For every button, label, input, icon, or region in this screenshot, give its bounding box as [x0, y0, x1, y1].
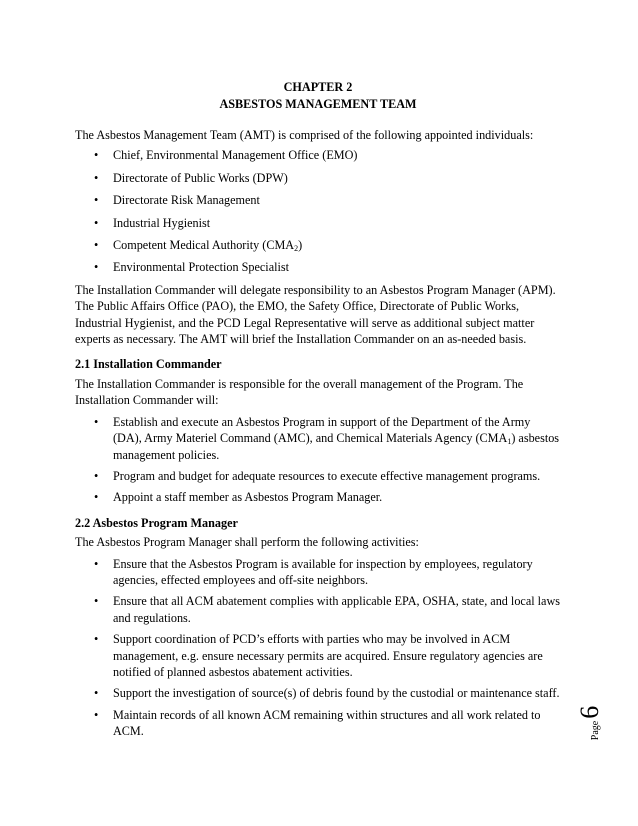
bullet: •	[94, 193, 99, 208]
bullet: •	[94, 260, 99, 275]
chapter-number: CHAPTER 2	[283, 80, 353, 94]
list-item-text: Competent Medical Authority (CMA	[113, 238, 295, 253]
team-member-list	[75, 147, 561, 275]
list-item-text: Ensure that all ACM abatement complies with applicable EPA, OSHA, state, and local laws and regulations.	[113, 594, 561, 625]
list-item	[75, 685, 561, 701]
delegate-paragraph: The Installation Commander will delegate responsibility to an Asbestos Program Manager (APM). The Public Affairs Office (PAO), the EMO, the Safety Office, Directorate of Public Works, Industrial Hygienist, and the PCD Legal Representative will serve as additional subject matter experts as necessary. The AMT will brief the Installation Commander on an as-needed basis.	[75, 282, 556, 347]
list-item-text: Support the investigation of source(s) of debris found by the custodial or maintenance staff.	[113, 686, 560, 701]
bullet: •	[94, 594, 99, 609]
list-item-text: ) asbestos management policies.	[113, 431, 560, 462]
list-item	[75, 192, 561, 208]
list-item	[75, 556, 561, 589]
list-item-text: Directorate of Public Works (DPW)	[113, 170, 288, 185]
subscript: 1	[507, 437, 512, 447]
list-item-text: Appoint a staff member as Asbestos Program Manager.	[113, 490, 383, 505]
bullet: •	[94, 632, 99, 647]
list-item-text: Industrial Hygienist	[113, 215, 211, 230]
intro-paragraph: The Asbestos Management Team (AMT) is comprised of the following appointed individuals:	[75, 128, 534, 142]
bullet: •	[94, 170, 99, 185]
bullet: •	[94, 707, 99, 722]
page-label: Page	[590, 720, 601, 741]
page-number-footer	[577, 701, 638, 745]
list-item-text: Establish and execute an Asbestos Program in support of the Department of the Army (DA), Army Materiel Command (AMC), and Chemical Materials Agency (CMA	[113, 414, 531, 446]
list-item-text: Directorate Risk Management	[113, 193, 260, 208]
chapter-title: ASBESTOS MANAGEMENT TEAM	[219, 97, 417, 111]
page-number: 6	[575, 705, 604, 719]
list-item	[75, 489, 561, 505]
list-item	[75, 707, 561, 740]
bullet: •	[94, 556, 99, 571]
list-item	[75, 170, 561, 186]
bullet: •	[94, 468, 99, 483]
bullet: •	[94, 238, 99, 253]
list-item	[75, 259, 561, 275]
list-item-text: Ensure that the Asbestos Program is available for inspection by employees, regulatory agencies, effected employees and off-site neighbors.	[113, 556, 533, 587]
list-item-text: Environmental Protection Specialist	[113, 260, 290, 275]
list-item	[75, 468, 561, 484]
bullet: •	[94, 414, 99, 429]
document-page	[75, 79, 561, 745]
list-item	[75, 215, 561, 231]
section-2-2-intro: The Asbestos Program Manager shall perform the following activities:	[75, 535, 419, 550]
bullet: •	[94, 490, 99, 505]
subscript: 2	[294, 244, 299, 254]
list-item-text: Support coordination of PCD’s efforts with parties who may be involved in ACM management, e.g. ensure necessary permits are acquired. Ensure regulatory agencies are notified of planned asbestos abatement activities.	[113, 632, 543, 679]
commander-duties-list	[75, 414, 561, 506]
section-2-1-intro: The Installation Commander is responsible for the overall management of the Program. The Installation Commander will:	[75, 376, 524, 408]
list-item	[75, 147, 561, 163]
list-item	[75, 593, 561, 626]
list-item-text: Program and budget for adequate resources to execute effective management programs.	[113, 468, 541, 483]
list-item-text: Chief, Environmental Management Office (EMO)	[113, 148, 358, 163]
section-heading-2-2: 2.2 Asbestos Program Manager	[75, 515, 238, 530]
bullet: •	[94, 148, 99, 163]
list-item	[75, 631, 561, 680]
list-item	[75, 237, 561, 253]
bullet: •	[94, 215, 99, 230]
list-item-text: )	[298, 238, 303, 253]
list-item-text: Maintain records of all known ACM remaining within structures and all work related to ACM.	[113, 707, 541, 739]
section-heading-2-1: 2.1 Installation Commander	[75, 357, 222, 372]
bullet: •	[94, 686, 99, 701]
list-item	[75, 414, 561, 463]
program-manager-duties-list	[75, 556, 561, 740]
